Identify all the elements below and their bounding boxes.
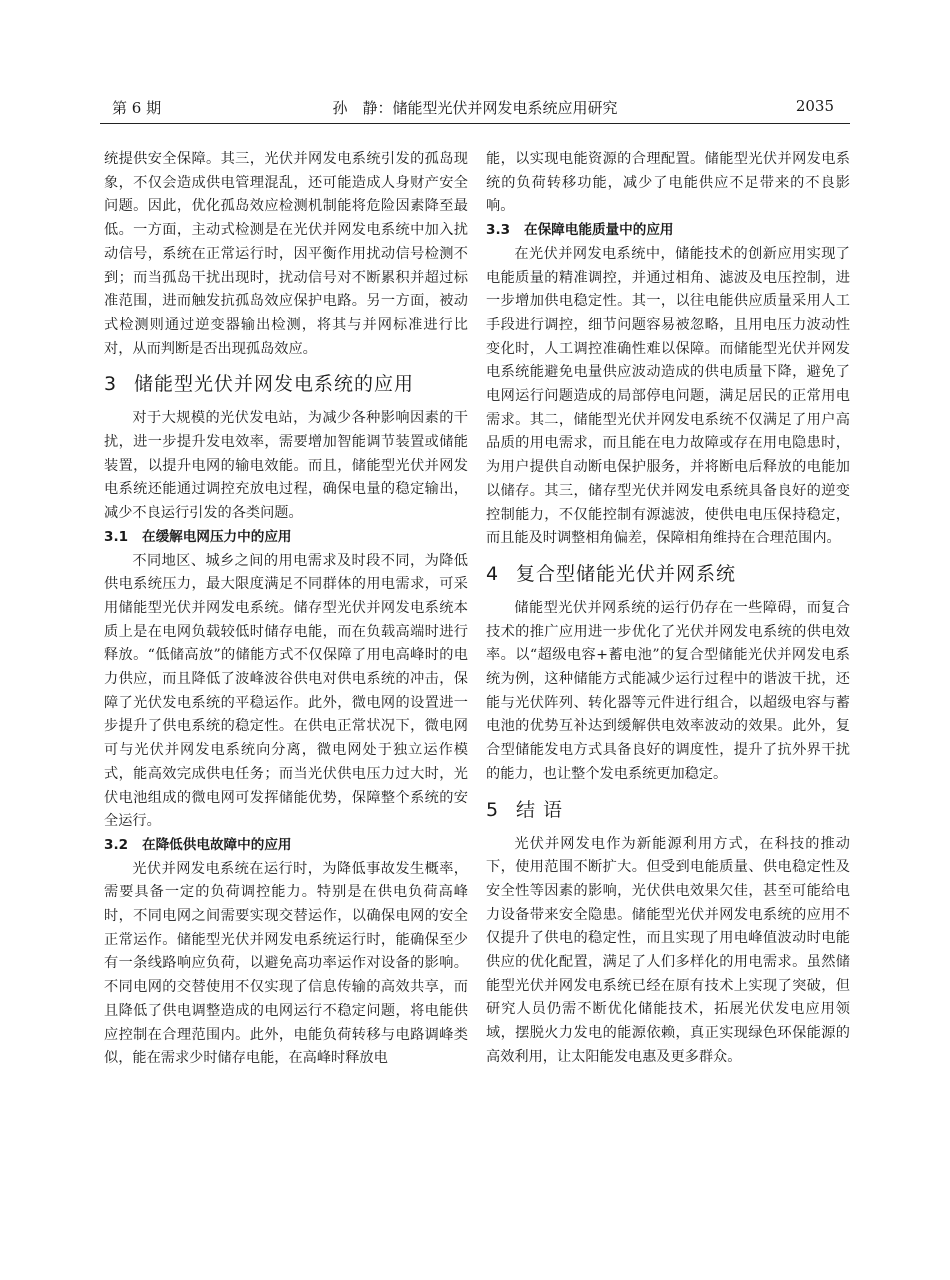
paragraph: 不同地区、城乡之间的用电需求及时段不同，为降低供电系统压力，最大限度满足不同群体的用电需求，可采用储能型光伏并网发电系统。储存型光伏并网发电系统本质上是在电网负载较低时储存电能，而在负载高端时进行释放。“低储高放”的储能方式不仅保障了用电高峰时的电力供应，而且降低了波峰波谷供电对供电系统的冲击，保障了光伏发电系统的平稳运作。此外，微电网的设置进一步提升了供电系统的稳定性。在供电正常状况下，微电网可与光伏并网发电系统向分离，微电网处于独立运作模式，能高效完成供电任务；而当光伏供电压力过大时，光伏电池组成的微电网可发挥储能优势，保障整个系统的安全运行。	[104, 552, 468, 830]
subsection-heading	[104, 526, 468, 550]
paragraph: 在光伏并网发电系统中，储能技术的创新应用实现了电能质量的精准调控，并通过相角、滤波及电压控制，进一步增加供电稳定性。其一，以往电能供应质量采用人工手段进行调控，细节问题容易被忽略，且用电压力波动性变化时，人工调控准确性难以保障。而储能型光伏并网发电系统能避免电量供应波动造成的供电质量下降，避免了电网运行问题造成的局部停电问题，满足居民的正常用电需求。其二，储能型光伏并网发电系统不仅满足了用户高品质的用电需求，而且能在电力故障或存在用电隐患时，为用户提供自动断电保护服务，并将断电后释放的电能加以储存。其三，储存型光伏并网发电系统具备良好的逆变控制能力，不仅能控制有源滤波，使供电电压保持稳定，而且能及时调整相角偏差，保障相角维持在合理范围内。	[486, 245, 850, 547]
page-number: 2035	[795, 97, 834, 115]
paragraph: 对于大规模的光伏发电站，为减少各种影响因素的干扰，进一步提升发电效率，需要增加智能调节装置或储能装置，以提升电网的输电效能。而且，储能型光伏并网发电系统还能通过调控充放电过程，确保电量的稳定输出，减少不良运行引发的各类问题。	[104, 410, 468, 522]
section-title: 储能型光伏并网发电系统的应用	[134, 373, 415, 396]
section-number: 4	[486, 562, 500, 585]
issue-number: 第 6 期	[112, 99, 162, 117]
paragraph: 光伏并网发电作为新能源利用方式，在科技的推动下，使用范围不断扩大。但受到电能质量、供电稳定性及安全性等因素的影响，光伏供电效果欠佳，甚至可能给电力设备带来安全隐患。储能型光伏并网发电系统的应用不仅提升了供电的稳定性，而且实现了用电峰值波动时电能供应的优化配置，满足了人们多样化的用电需求。虽然储能型光伏并网发电系统已经在原有技术上实现了突破，但研究人员仍需不断优化储能技术，拓展光伏发电应用领域，摆脱火力发电的能源依赖，真正实现绿色环保能源的高效利用，让太阳能发电惠及更多群众。	[486, 835, 850, 1065]
page-header	[100, 93, 850, 124]
subsection-heading	[486, 219, 850, 243]
subsection-heading	[104, 834, 468, 858]
subsection-number: 3.1	[104, 528, 129, 545]
paragraph: 储能型光伏并网系统的运行仍存在一些障碍，而复合技术的推广应用进一步优化了光伏并网发电系统的供电效率。以“超级电容+蓄电池”的复合型储能光伏并网发电系统为例，这种储能方式能减少运行过程中的谐波干扰，还能与光伏阵列、转化器等元件进行组合，以超级电容与蓄电池的优势互补达到缓解供电效率波动的效果。此外，复合型储能发电方式具备良好的调度性，提升了抗外界干扰的能力，也让整个发电系统更加稳定。	[486, 599, 850, 782]
section-title: 结 语	[516, 798, 564, 821]
section-heading	[104, 361, 468, 407]
subsection-title: 在降低供电故障中的应用	[142, 836, 292, 853]
subsection-number: 3.3	[486, 222, 511, 239]
paragraph: 能，以实现电能资源的合理配置。储能型光伏并网发电系统的负荷转移功能，减少了电能供应不足带来的不良影响。	[486, 151, 850, 215]
subsection-title: 在缓解电网压力中的应用	[142, 528, 292, 545]
left-column	[104, 148, 468, 1071]
paragraph: 统提供安全保障。其三，光伏并网发电系统引发的孤岛现象，不仅会造成供电管理混乱，还可能造成人身财产安全问题。因此，优化孤岛效应检测机制能将危险因素降至最低。一方面，主动式检测是在光伏并网发电系统中加入扰动信号，系统在正常运行时，因平衡作用扰动信号检测不到；而当孤岛干扰出现时，扰动信号对不断累积并超过标准范围，进而触发抗孤岛效应保护电路。另一方面，被动式检测则通过逆变器输出检测，将其与并网标准进行比对，从而判断是否出现孤岛效应。	[104, 151, 468, 357]
right-column	[486, 148, 850, 1070]
section-heading	[486, 787, 850, 833]
section-number: 5	[486, 798, 500, 821]
running-title: 孙 静：储能型光伏并网发电系统应用研究	[332, 99, 618, 117]
section-title: 复合型储能光伏并网系统	[516, 562, 737, 585]
subsection-title: 在保障电能质量中的应用	[524, 222, 674, 239]
section-number: 3	[104, 373, 118, 396]
section-heading	[486, 551, 850, 597]
subsection-number: 3.2	[104, 836, 129, 853]
paragraph: 光伏并网发电系统在运行时，为降低事故发生概率，需要具备一定的负荷调控能力。特别是在供电负荷高峰时，不同电网之间需要实现交替运作，以确保电网的安全正常运作。储能型光伏并网发电系统运行时，能确保至少有一条线路响应负荷，以避免高功率运作对设备的影响。不同电网的交替使用不仅实现了信息传输的高效共享，而且降低了供电调整造成的电网运行不稳定问题，将电能供应控制在合理范围内。此外，电能负荷转移与电路调峰类似，能在需求少时储存电能，在高峰时释放电	[104, 860, 468, 1067]
